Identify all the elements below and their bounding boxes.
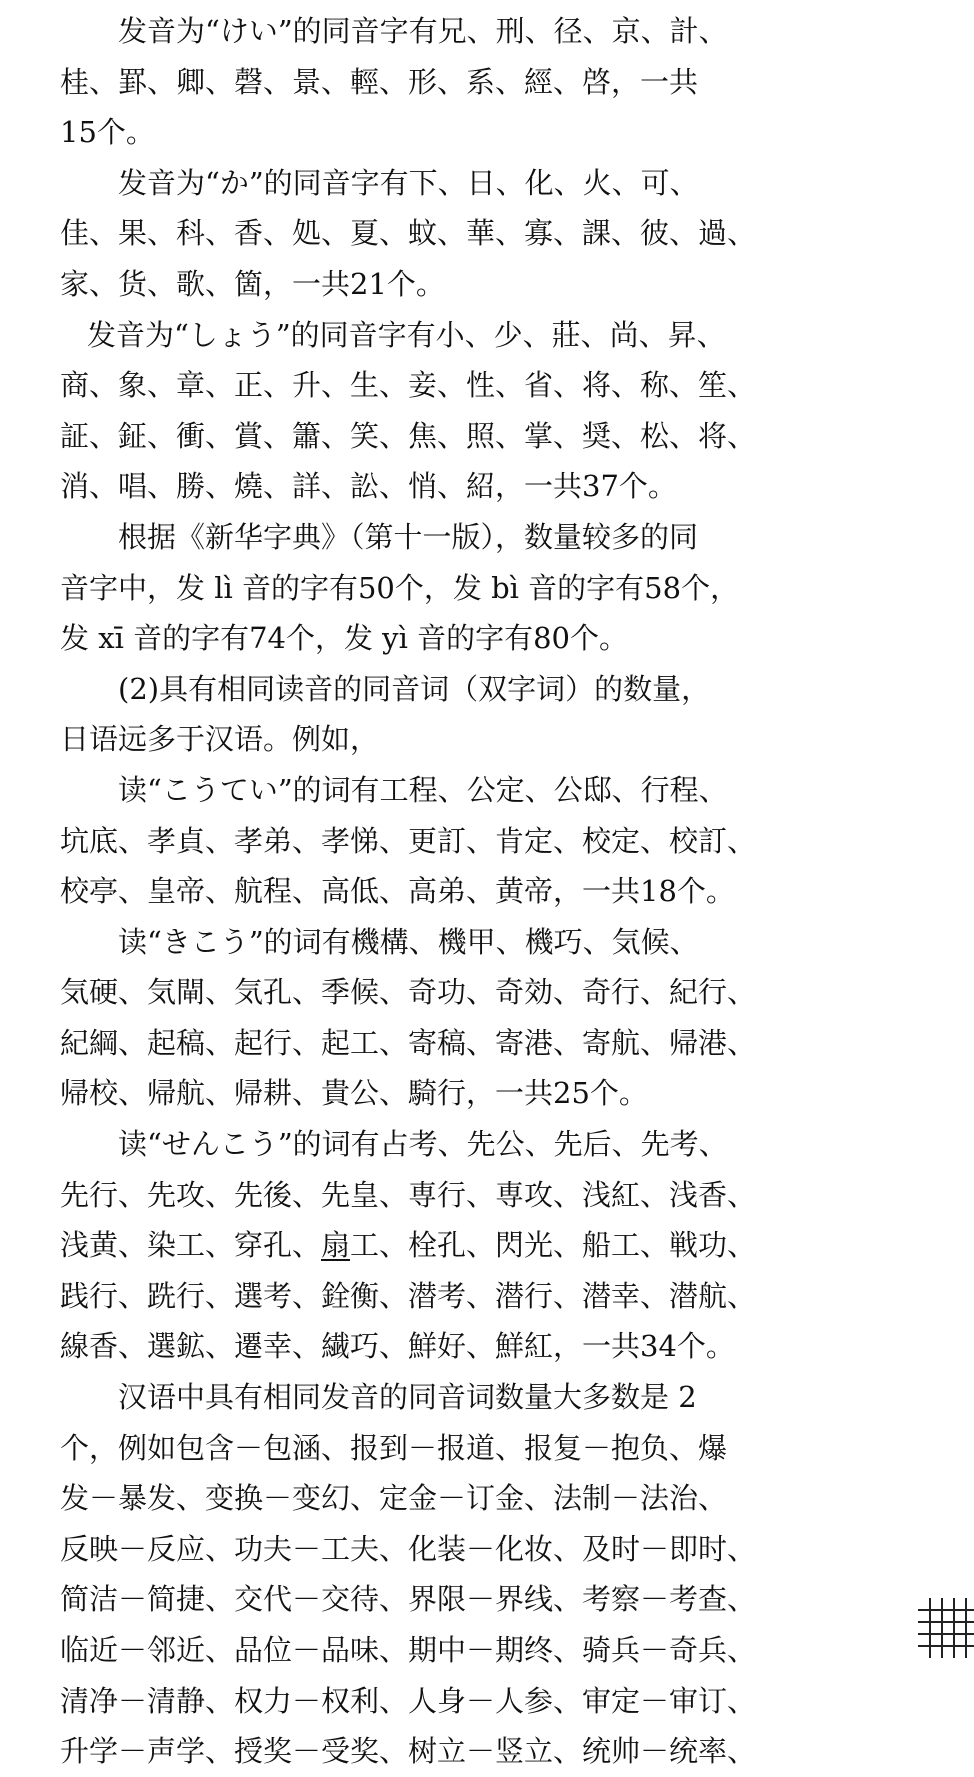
text-line: 証、鉦、衝、賞、簫、笑、焦、照、掌、奨、松、将、: [60, 418, 757, 453]
text-line: 读“こうてい”的词有工程、公定、公邸、行程、: [118, 772, 728, 807]
grid-mark-icon: [918, 1598, 974, 1658]
text-line: 音字中，发 lì 音的字有50个，发 bì 音的字有58个，: [60, 570, 740, 605]
text-line: 临近－邻近、品位－品味、期中－期终、骑兵－奇兵、: [60, 1633, 757, 1667]
document-page: [60, 0, 760, 1777]
text-line: 帰校、帰航、帰耕、貴公、騎行，一共25个。: [60, 1076, 648, 1111]
text-line: 佳、果、科、香、処、夏、蚊、華、寡、課、彼、過、: [60, 216, 757, 251]
text-line: 坑底、孝貞、孝弟、孝悌、更訂、肯定、校定、校訂、: [60, 823, 757, 858]
text-line: 商、象、章、正、升、生、妾、性、省、将、称、笙、: [60, 368, 757, 403]
text-line: 清净－清静、权力－权利、人身－人参、审定－审订、: [60, 1683, 757, 1718]
text-line: 发－暴发、变换－变幻、定金－订金、法制－法治、: [60, 1481, 728, 1516]
text-line: 先行、先攻、先後、先皇、専行、専攻、浅紅、浅香、: [60, 1177, 757, 1212]
text-line: 15个。: [60, 115, 155, 150]
text-line: 日语远多于汉语。例如，: [60, 722, 380, 757]
text-line: 践行、跣行、選考、銓衡、潜考、潜行、潜幸、潜航、: [60, 1278, 757, 1313]
text-line: 发音为“か”的同音字有下、日、化、火、可、: [118, 165, 699, 200]
text-line: 发 xī 音的字有74个，发 yì 音的字有80个。: [60, 621, 628, 656]
text-segment: 工、栓孔、閃光、船工、戦功、: [350, 1228, 757, 1263]
underlined-character: 扇: [321, 1228, 351, 1263]
text-line: 気硬、気閘、気孔、季候、奇功、奇効、奇行、紀行、: [60, 975, 757, 1010]
text-segment: 浅黄、染工、穿孔、: [60, 1228, 322, 1263]
text-line: 读“せんこう”的词有占考、先公、先后、先考、: [118, 1127, 728, 1162]
text-line: 根据《新华字典》（第十一版），数量较多的同: [118, 519, 699, 554]
text-line: 反映－反应、功夫－工夫、化装－化妆、及时－即时、: [60, 1531, 757, 1566]
text-line: 个，例如包含－包涵、报到－报道、报复－抱负、爆: [60, 1430, 728, 1465]
text-line: 升学－声学、授奖－受奖、树立－竖立、统帅－统率、: [60, 1734, 757, 1769]
text-line: 桂、罫、卿、磬、景、輕、形、系、經、啓，一共: [60, 64, 699, 99]
text-line: 读“きこう”的词有機構、機甲、機巧、気候、: [118, 924, 699, 959]
text-line: 发音为“けい”的同音字有兄、刑、径、京、計、: [118, 14, 728, 48]
text-line: 紀綱、起稿、起行、起工、寄稿、寄港、寄航、帰港、: [60, 1025, 757, 1060]
text-line: [60, 1220, 760, 1271]
text-line: 線香、選鉱、遷幸、繊巧、鮮好、鮮紅，一共34个。: [60, 1329, 735, 1364]
text-line: 消、唱、勝、燒、詳、訟、悄、紹，一共37个。: [60, 469, 677, 504]
text-line: 校亭、皇帝、航程、高低、高弟、黄帝，一共18个。: [60, 874, 735, 909]
text-line: 简洁－简捷、交代－交待、界限－界线、考察－考查、: [60, 1582, 757, 1617]
text-line: 发音为“しょう”的同音字有小、少、莊、尚、昇、: [87, 317, 726, 352]
text-line: 汉语中具有相同发音的同音词数量大多数是 2: [118, 1380, 697, 1415]
text-line: 家、货、歌、箇，一共21个。: [60, 266, 445, 301]
text-line: (2)具有相同读音的同音词（双字词）的数量，: [118, 671, 711, 706]
